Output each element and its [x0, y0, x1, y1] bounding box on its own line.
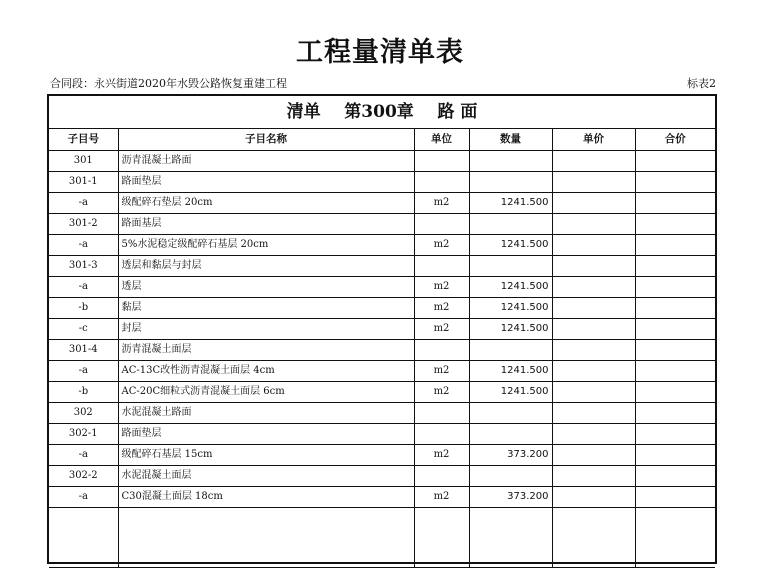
total-cell — [635, 486, 715, 507]
quantity-cell: 1241.500 — [469, 192, 552, 213]
empty-cell — [469, 507, 552, 567]
unit-price-cell — [552, 255, 635, 276]
total-cell — [635, 276, 715, 297]
unit-cell: m2 — [414, 297, 469, 318]
item-name-cell: 封层 — [118, 318, 414, 339]
empty-cell — [118, 507, 414, 567]
item-code-cell: 302-1 — [49, 423, 118, 444]
unit-price-cell — [552, 486, 635, 507]
unit-cell — [414, 465, 469, 486]
quantity-cell: 1241.500 — [469, 360, 552, 381]
item-name-cell: 水泥混凝土面层 — [118, 465, 414, 486]
page-title: 工程量清单表 — [296, 37, 464, 68]
quantity-cell: 1241.500 — [469, 234, 552, 255]
total-cell — [635, 150, 715, 171]
unit-price-cell — [552, 381, 635, 402]
unit-price-cell — [552, 318, 635, 339]
unit-cell — [414, 402, 469, 423]
table-row — [49, 213, 715, 234]
item-name-cell: 沥青混凝土面层 — [118, 339, 414, 360]
column-header-name: 子目名称 — [118, 128, 414, 150]
quantity-cell — [469, 423, 552, 444]
unit-price-cell — [552, 339, 635, 360]
chapter-heading-name: 路 面 — [437, 102, 478, 122]
item-name-cell: 路面垫层 — [118, 423, 414, 444]
unit-cell: m2 — [414, 192, 469, 213]
total-cell — [635, 402, 715, 423]
quantity-cell: 1241.500 — [469, 381, 552, 402]
total-cell — [635, 318, 715, 339]
unit-price-cell — [552, 192, 635, 213]
item-code-cell: -a — [49, 360, 118, 381]
table-row — [49, 297, 715, 318]
unit-price-cell — [552, 213, 635, 234]
table-row — [49, 318, 715, 339]
column-header-quantity: 数量 — [469, 128, 552, 150]
quantity-cell — [469, 255, 552, 276]
unit-cell — [414, 339, 469, 360]
column-header-unit: 单位 — [414, 128, 469, 150]
item-code-cell: 301-3 — [49, 255, 118, 276]
unit-cell: m2 — [414, 234, 469, 255]
item-name-cell: AC-20C细粒式沥青混凝土面层 6cm — [118, 381, 414, 402]
total-cell — [635, 192, 715, 213]
item-code-cell: -a — [49, 444, 118, 465]
chapter-heading — [49, 96, 715, 129]
unit-cell — [414, 150, 469, 171]
table-row — [49, 402, 715, 423]
unit-price-cell — [552, 171, 635, 192]
table-row — [49, 486, 715, 507]
unit-cell — [414, 255, 469, 276]
item-code-cell: 302-2 — [49, 465, 118, 486]
unit-price-cell — [552, 276, 635, 297]
empty-cell — [49, 507, 118, 567]
unit-price-cell — [552, 402, 635, 423]
quantities-table — [49, 128, 715, 568]
total-cell — [635, 360, 715, 381]
unit-cell: m2 — [414, 360, 469, 381]
item-name-cell: 5%水泥稳定级配碎石基层 20cm — [118, 234, 414, 255]
item-name-cell: 透层和黏层与封层 — [118, 255, 414, 276]
unit-price-cell — [552, 423, 635, 444]
item-code-cell: -b — [49, 381, 118, 402]
column-header-unit-price: 单价 — [552, 128, 635, 150]
unit-cell: m2 — [414, 486, 469, 507]
column-header-total: 合价 — [635, 128, 715, 150]
total-cell — [635, 213, 715, 234]
form-number-label: 标表2 — [687, 77, 716, 90]
quantity-cell — [469, 402, 552, 423]
quantity-cell — [469, 465, 552, 486]
total-cell — [635, 171, 715, 192]
total-cell — [635, 381, 715, 402]
empty-table-row — [49, 507, 715, 567]
item-code-cell: -b — [49, 297, 118, 318]
item-code-cell: 301-2 — [49, 213, 118, 234]
total-cell — [635, 465, 715, 486]
empty-cell — [635, 507, 715, 567]
total-cell — [635, 444, 715, 465]
unit-price-cell — [552, 234, 635, 255]
quantity-cell — [469, 339, 552, 360]
table-row — [49, 465, 715, 486]
total-cell — [635, 297, 715, 318]
item-name-cell: 级配碎石垫层 20cm — [118, 192, 414, 213]
table-row — [49, 150, 715, 171]
item-name-cell: 水泥混凝土路面 — [118, 402, 414, 423]
item-name-cell: AC-13C改性沥青混凝土面层 4cm — [118, 360, 414, 381]
table-row — [49, 423, 715, 444]
quantity-cell: 373.200 — [469, 444, 552, 465]
unit-cell — [414, 213, 469, 234]
unit-cell — [414, 171, 469, 192]
item-code-cell: -a — [49, 234, 118, 255]
table-row — [49, 360, 715, 381]
table-row — [49, 381, 715, 402]
total-cell — [635, 255, 715, 276]
empty-cell — [414, 507, 469, 567]
table-row — [49, 234, 715, 255]
item-code-cell: -a — [49, 192, 118, 213]
item-name-cell: 沥青混凝土路面 — [118, 150, 414, 171]
quantity-cell: 1241.500 — [469, 297, 552, 318]
unit-price-cell — [552, 297, 635, 318]
table-row — [49, 171, 715, 192]
table-row — [49, 276, 715, 297]
unit-cell — [414, 423, 469, 444]
unit-price-cell — [552, 360, 635, 381]
item-code-cell: -a — [49, 486, 118, 507]
quantity-cell: 373.200 — [469, 486, 552, 507]
item-code-cell: 301 — [49, 150, 118, 171]
unit-cell: m2 — [414, 318, 469, 339]
unit-price-cell — [552, 465, 635, 486]
unit-cell: m2 — [414, 444, 469, 465]
column-header-code: 子目号 — [49, 128, 118, 150]
table-row — [49, 192, 715, 213]
unit-cell: m2 — [414, 276, 469, 297]
item-code-cell: 301-1 — [49, 171, 118, 192]
table-header-row — [49, 128, 715, 150]
chapter-heading-left: 清单 — [286, 102, 321, 122]
total-cell — [635, 339, 715, 360]
contract-section-label: 合同段：永兴街道2020年水毁公路恢复重建工程 — [50, 77, 287, 90]
item-name-cell: 透层 — [118, 276, 414, 297]
total-cell — [635, 423, 715, 444]
quantity-cell: 1241.500 — [469, 276, 552, 297]
table-body — [49, 150, 715, 567]
table-row — [49, 339, 715, 360]
quantity-cell — [469, 150, 552, 171]
quantity-cell — [469, 213, 552, 234]
quantity-cell: 1241.500 — [469, 318, 552, 339]
quantity-cell — [469, 171, 552, 192]
item-name-cell: C30混凝土面层 18cm — [118, 486, 414, 507]
empty-cell — [552, 507, 635, 567]
chapter-heading-number: 第300章 — [344, 102, 414, 122]
unit-price-cell — [552, 444, 635, 465]
item-code-cell: -c — [49, 318, 118, 339]
item-name-cell: 路面垫层 — [118, 171, 414, 192]
table-row — [49, 255, 715, 276]
unit-price-cell — [552, 150, 635, 171]
item-name-cell: 路面基层 — [118, 213, 414, 234]
total-cell — [635, 234, 715, 255]
item-code-cell: 301-4 — [49, 339, 118, 360]
item-name-cell: 级配碎石基层 15cm — [118, 444, 414, 465]
unit-cell: m2 — [414, 381, 469, 402]
item-name-cell: 黏层 — [118, 297, 414, 318]
table-row — [49, 444, 715, 465]
bill-of-quantities-sheet — [47, 94, 717, 564]
item-code-cell: 302 — [49, 402, 118, 423]
item-code-cell: -a — [49, 276, 118, 297]
